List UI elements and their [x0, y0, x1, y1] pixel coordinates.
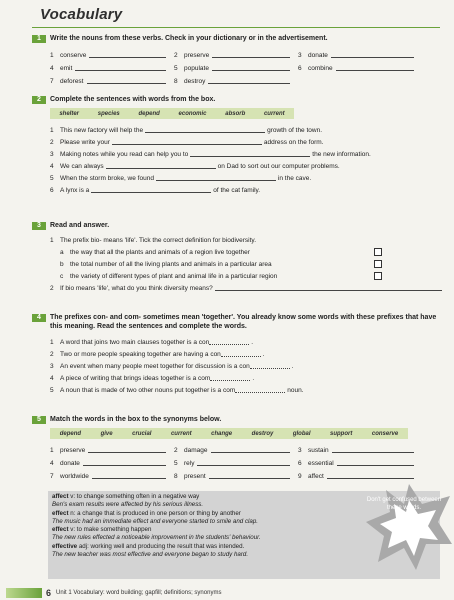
item-word: conserve — [60, 52, 87, 59]
answer-blank[interactable] — [212, 70, 290, 71]
item-number: 6 — [298, 65, 302, 72]
word-box — [50, 108, 294, 119]
answer-blank[interactable] — [336, 70, 414, 71]
item-number: 6 — [298, 460, 302, 467]
item-number: 1 — [50, 52, 54, 59]
item-word: destroy — [184, 78, 206, 85]
answer-blank[interactable] — [209, 478, 290, 479]
answer-blank[interactable] — [332, 452, 414, 453]
box-word: absorb — [225, 110, 246, 117]
box-word: destroy — [251, 430, 274, 437]
answer-blank[interactable] — [106, 168, 216, 169]
item-word: donate — [308, 52, 328, 59]
option-letter: b — [60, 261, 64, 268]
answer-blank[interactable] — [91, 192, 211, 193]
item-number: 3 — [298, 52, 302, 59]
page-number: 6 — [46, 588, 52, 598]
answer-blank[interactable] — [235, 392, 285, 393]
option-text: the variety of different types of plant and animal life in a particular region — [70, 273, 278, 280]
item-number: 8 — [174, 78, 178, 85]
question-1: The prefix bio- means 'life'. Tick the correct definition for biodiversity. — [60, 237, 256, 244]
sentence-start: A piece of writing that brings ideas together is a com — [60, 375, 211, 382]
sentence-start: A noun that is made of two other nouns put together is a com — [60, 387, 236, 394]
answer-blank[interactable] — [215, 290, 442, 291]
item-word: affect — [308, 473, 324, 480]
item-number: 2 — [174, 447, 178, 454]
item-number: 3 — [50, 363, 54, 370]
item-word: rely — [184, 460, 195, 467]
sentence-end: in the cave. — [277, 175, 312, 182]
sentence-start: A word that joins two main clauses together is a con — [60, 339, 210, 346]
sentence-start: An event when many people meet together for discussion is a con — [60, 363, 250, 370]
definition-line: effective adj: working well and producing the result that was intended. — [52, 542, 245, 550]
item-number: 5 — [50, 175, 54, 182]
exercise-number: 2 — [32, 96, 46, 104]
item-number: 3 — [50, 151, 54, 158]
sentence-end: address on the form. — [263, 139, 324, 146]
answer-blank[interactable] — [211, 452, 291, 453]
title-rule — [32, 27, 440, 28]
item-number: 7 — [50, 78, 54, 85]
item-number: 9 — [298, 473, 302, 480]
answer-blank[interactable] — [209, 344, 249, 345]
exercise-instruction: Complete the sentences with words from the box. — [50, 96, 216, 103]
item-number: 7 — [50, 473, 54, 480]
definition-line: affect v: to change something often in a negative way — [52, 493, 200, 500]
answer-blank[interactable] — [208, 83, 290, 84]
exercise-instruction: Match the words in the box to the synonyms below. — [50, 416, 222, 423]
answer-blank[interactable] — [75, 70, 166, 71]
answer-blank[interactable] — [156, 180, 276, 181]
answer-blank[interactable] — [92, 478, 166, 479]
exercise-instruction: The prefixes con- and com- sometimes mean 'together'. You already know some words with these prefixes that have this meaning. Read the sentences and complete the words. — [50, 314, 437, 330]
box-word: species — [97, 110, 120, 117]
box-word: current — [170, 430, 192, 437]
answer-blank[interactable] — [327, 478, 414, 479]
sentence-end: the new information. — [312, 151, 371, 158]
sentence-start: Two or more people speaking together are having a con — [60, 351, 221, 358]
item-word: essential — [308, 460, 334, 467]
example-line: The new teacher was most effective and everyone began to study hard. — [52, 551, 249, 559]
tick-box[interactable] — [374, 272, 382, 280]
sentence-start: This new factory will help the — [60, 127, 144, 134]
option-letter: a — [60, 249, 64, 256]
answer-blank[interactable] — [88, 452, 166, 453]
exercise-instruction: Write the nouns from these verbs. Check in your dictionary or in the advertisement. — [50, 35, 328, 42]
box-word: give — [100, 430, 113, 437]
item-word: populate — [184, 65, 209, 72]
item-number: 4 — [50, 375, 54, 382]
item-number: 5 — [174, 460, 178, 467]
item-word: worldwide — [60, 473, 89, 480]
answer-blank[interactable] — [112, 144, 262, 145]
item-number: 3 — [298, 447, 302, 454]
box-word: shelter — [59, 110, 80, 117]
sentence-end: . — [291, 363, 294, 370]
example-line: The music had an immediate effect and everyone started to smile and clap. — [52, 517, 259, 525]
answer-blank[interactable] — [87, 83, 167, 84]
answer-blank[interactable] — [250, 368, 290, 369]
exercise-number: 4 — [32, 314, 46, 322]
exercise-4 — [32, 313, 442, 394]
answer-blank[interactable] — [83, 465, 166, 466]
item-number: 1 — [50, 127, 54, 134]
answer-blank[interactable] — [210, 380, 250, 381]
footer-bar — [6, 588, 42, 598]
tick-box[interactable] — [374, 248, 382, 256]
item-number: 1 — [50, 447, 54, 454]
tip-note: Don't get confused between these words. — [366, 497, 442, 511]
sentence-end: . — [251, 339, 254, 346]
answer-blank[interactable] — [197, 465, 290, 466]
box-word: economic — [178, 110, 207, 117]
answer-blank[interactable] — [331, 57, 414, 58]
answer-blank[interactable] — [145, 132, 265, 133]
option-text: the total number of all the living plants and animals in a particular area — [70, 261, 272, 268]
sentence-end: . — [252, 375, 255, 382]
item-word: deforest — [60, 78, 84, 85]
item-word: present — [184, 473, 206, 480]
answer-blank[interactable] — [221, 356, 261, 357]
exercise-instruction: Read and answer. — [50, 222, 110, 229]
sentence-end: growth of the town. — [267, 127, 323, 134]
tick-box[interactable] — [374, 260, 382, 268]
exercise-2 — [32, 95, 442, 194]
page-footer — [6, 588, 221, 598]
exercise-number: 1 — [32, 35, 46, 43]
item-number: 4 — [50, 163, 54, 170]
exercise-number: 5 — [32, 416, 46, 424]
exercise-5 — [32, 415, 442, 480]
item-number: 5 — [50, 387, 54, 394]
example-line: The new rules effected a noticeable improvement in the students' behaviour. — [52, 534, 261, 542]
answer-blank[interactable] — [337, 465, 414, 466]
option-letter: c — [60, 273, 64, 280]
definition-line: effect n: a change that is produced in one person or thing by another — [52, 509, 241, 517]
item-number: 5 — [174, 65, 178, 72]
item-word: emit — [60, 65, 73, 72]
exercise-1 — [32, 34, 442, 85]
item-number: 2 — [174, 52, 178, 59]
sentence-start: Making notes while you read can help you to — [60, 151, 189, 158]
item-word: damage — [184, 447, 208, 454]
item-number: 2 — [50, 139, 54, 146]
box-word: depend — [138, 110, 160, 117]
option-text: the way that all the plants and animals of a region live together — [70, 249, 250, 256]
example-line: Ben's exam results were affected by his serious illness. — [52, 501, 204, 509]
box-word: global — [292, 430, 311, 437]
sentence-start: When the storm broke, we found — [60, 175, 154, 182]
sentence-end: noun. — [287, 387, 304, 394]
footer-text: Unit 1 Vocabulary: word building; gapfill; definitions; synonyms — [56, 590, 222, 596]
answer-blank[interactable] — [89, 57, 166, 58]
box-word: depend — [59, 430, 82, 437]
box-word: crucial — [132, 430, 152, 437]
item-number: 8 — [174, 473, 178, 480]
exercise-3: 3 Read and answer. 1 The prefix bio- means 'life'. Tick the correct definition for biodiversity. a the way that all the plants and animals of a region live together b the total number of all the living plants and animals in a particular area c the variety of different types of plant and animal life in a particular region 2 If bio means 'life', what do you think diversity means? — [32, 221, 442, 292]
item-number: 4 — [50, 460, 54, 467]
item-number: 2 — [50, 351, 54, 358]
sentence-end: on Dad to sort out our computer problems. — [217, 163, 340, 170]
answer-blank[interactable] — [190, 156, 310, 157]
sentence-end: of the cat family. — [213, 187, 261, 194]
page-title: Vocabulary — [40, 6, 123, 23]
item-number: 1 — [50, 339, 54, 346]
item-word: preserve — [60, 447, 86, 454]
item-number: 4 — [50, 65, 54, 72]
box-word: change — [211, 430, 233, 437]
item-number: 6 — [50, 187, 54, 194]
answer-blank[interactable] — [212, 57, 290, 58]
box-word: conserve — [371, 430, 399, 437]
box-word: current — [263, 110, 285, 117]
box-word: support — [330, 430, 353, 437]
sentence-start: Please write your — [60, 139, 110, 146]
question-2: If bio means 'life', what do you think diversity means? — [60, 285, 213, 292]
word-box — [50, 428, 408, 439]
item-word: sustain — [308, 447, 329, 454]
item-word: donate — [60, 460, 80, 467]
sentence-end: . — [262, 351, 265, 358]
definition-line: effect v: to make something happen — [52, 526, 152, 534]
sentence-start: We can always — [60, 163, 104, 170]
exercise-number: 3 — [32, 222, 46, 230]
sentence-start: A lynx is a — [60, 187, 90, 194]
item-word: preserve — [184, 52, 210, 59]
item-word: combine — [308, 65, 333, 72]
